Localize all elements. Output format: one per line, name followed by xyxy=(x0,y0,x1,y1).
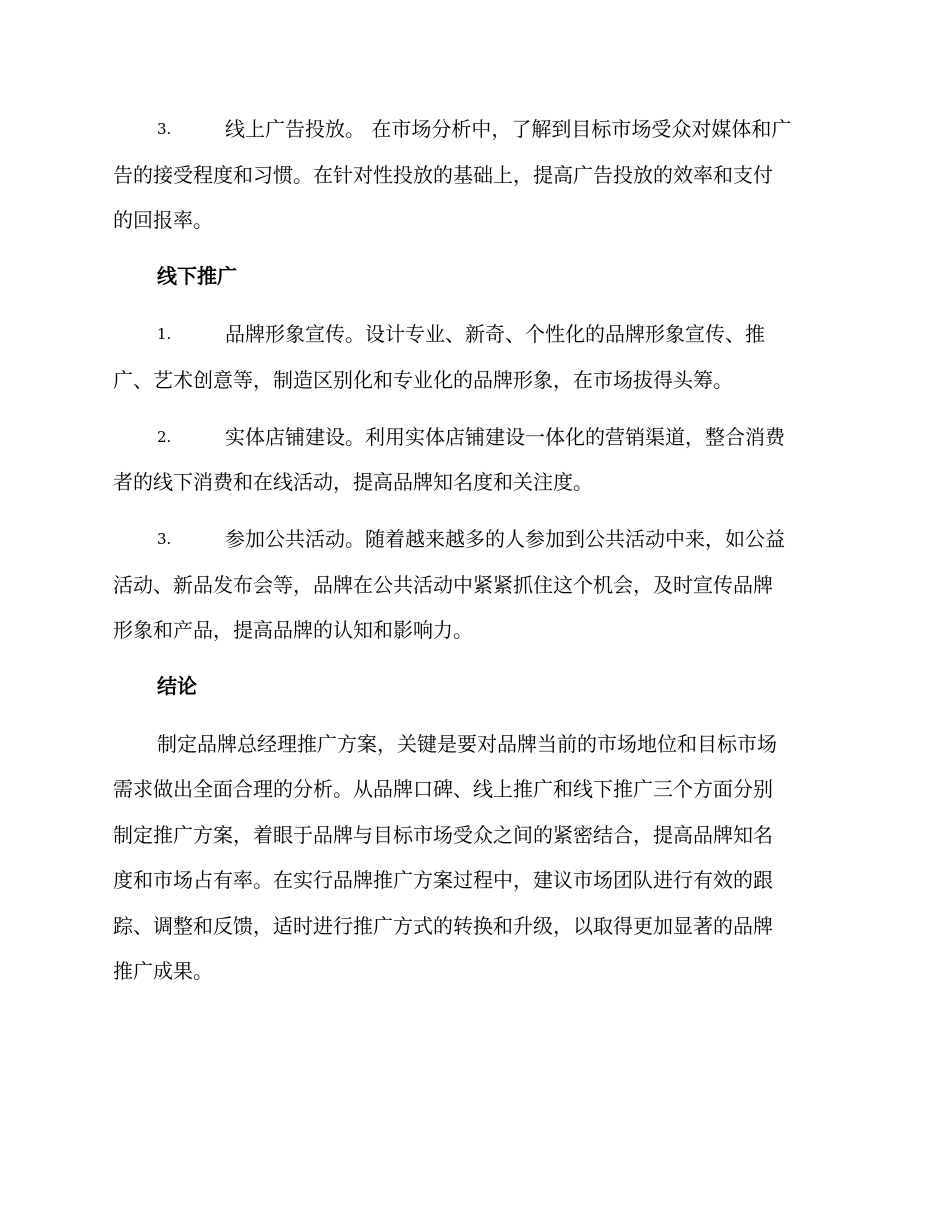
paragraph-line: 制定品牌总经理推广方案，关键是要对品牌当前的市场地位和目标市场 xyxy=(157,732,777,756)
list-item-text-line: 的回报率。 xyxy=(113,208,213,232)
paragraph-line: 需求做出全面合理的分析。从品牌口碑、线上推广和线下推广三个方面分别 xyxy=(113,777,773,801)
section-heading-conclusion: 结论 xyxy=(157,674,197,698)
list-item-text-line: 广、艺术创意等，制造区别化和专业化的品牌形象，在市场拔得头筹。 xyxy=(113,368,733,392)
paragraph-line: 踪、调整和反馈，适时进行推广方式的转换和升级，以取得更加显著的品牌 xyxy=(113,914,773,938)
list-item-text-line: 形象和产品，提高品牌的认知和影响力。 xyxy=(113,618,473,642)
list-item-text-line: 告的接受程度和习惯。在针对性投放的基础上，提高广告投放的效率和支付 xyxy=(113,163,773,187)
section-heading-offline: 线下推广 xyxy=(157,264,237,288)
list-item-text-line: 实体店铺建设。利用实体店铺建设一体化的营销渠道，整合消费 xyxy=(225,425,785,449)
list-item-text-line: 品牌形象宣传。设计专业、新奇、个性化的品牌形象宣传、推 xyxy=(225,322,765,346)
list-number: 3. xyxy=(157,530,172,548)
list-number: 1. xyxy=(157,325,172,343)
paragraph-line: 推广成果。 xyxy=(113,959,213,983)
paragraph-line: 度和市场占有率。在实行品牌推广方案过程中，建议市场团队进行有效的跟 xyxy=(113,868,773,892)
list-number: 3. xyxy=(157,120,172,138)
list-item-text-line: 者的线下消费和在线活动，提高品牌知名度和关注度。 xyxy=(113,470,593,494)
list-item-text-line: 参加公共活动。随着越来越多的人参加到公共活动中来，如公益 xyxy=(225,527,785,551)
list-item-text-line: 线上广告投放。 在市场分析中，了解到目标市场受众对媒体和广 xyxy=(225,117,792,141)
paragraph-line: 制定推广方案，着眼于品牌与目标市场受众之间的紧密结合，提高品牌知名 xyxy=(113,823,773,847)
list-item-text-line: 活动、新品发布会等，品牌在公共活动中紧紧抓住这个机会，及时宣传品牌 xyxy=(113,573,773,597)
list-number: 2. xyxy=(157,428,172,446)
